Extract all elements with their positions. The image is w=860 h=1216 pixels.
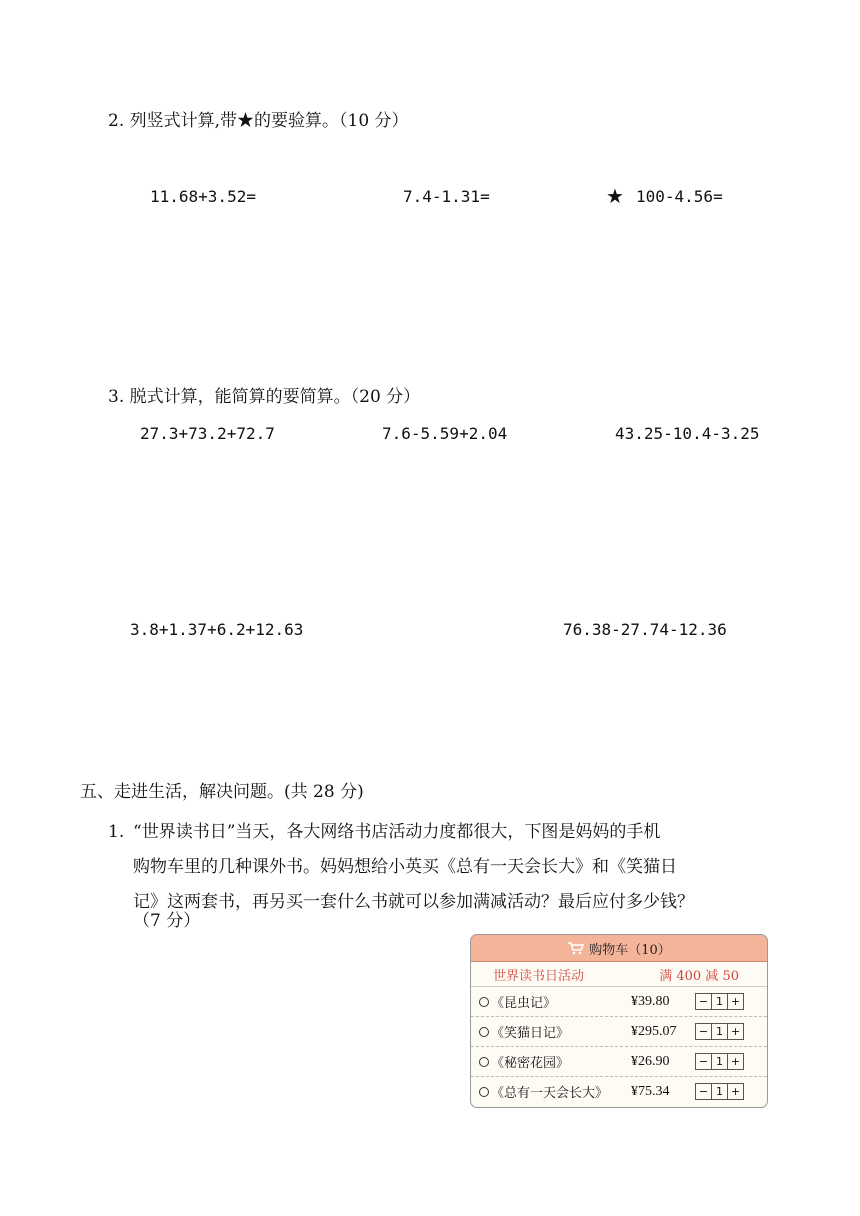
q1-number: 1.	[108, 822, 125, 842]
book-price: ¥295.07	[631, 1023, 677, 1039]
cart-item	[471, 1047, 767, 1077]
cart-item	[471, 1017, 767, 1047]
q3-item-3: 43.25-10.4-3.25	[615, 424, 760, 443]
cart-icon	[567, 941, 585, 955]
book-name: 《昆虫记》	[491, 996, 557, 1011]
section5-heading: 五、走进生活，解决问题。(共 28 分)	[80, 782, 364, 802]
radio-icon	[479, 1057, 489, 1067]
shopping-cart-figure	[470, 934, 768, 1108]
radio-icon	[479, 997, 489, 1007]
cart-title: 购物车（10）	[589, 942, 671, 958]
q1-line-1: “世界读书日”当天，各大网络书店活动力度都很大，下图是妈妈的手机	[133, 822, 661, 842]
cart-item	[471, 1077, 767, 1106]
q3-item-4: 3.8+1.37+6.2+12.63	[130, 620, 304, 639]
book-price: ¥75.34	[631, 1083, 670, 1099]
quantity-value: 1	[711, 1084, 727, 1099]
plus-icon: +	[727, 1054, 743, 1069]
promo-name: 世界读书日活动	[493, 968, 585, 984]
quantity-value: 1	[711, 1024, 727, 1039]
q3-item-5: 76.38-27.74-12.36	[563, 620, 727, 639]
q1-score: （7 分）	[133, 911, 201, 931]
quantity-stepper	[695, 1023, 744, 1040]
minus-icon: −	[698, 1025, 709, 1038]
plus-icon: +	[727, 1024, 743, 1039]
q3-item-2: 7.6-5.59+2.04	[382, 424, 508, 443]
cart-header	[471, 935, 767, 962]
minus-icon: −	[698, 995, 709, 1008]
q2-heading: 2. 列竖式计算,带★的要验算。（10 分）	[108, 111, 409, 131]
book-name: 《总有一天会长大》	[491, 1086, 609, 1101]
book-name: 《笑猫日记》	[491, 1026, 570, 1041]
radio-icon	[479, 1027, 489, 1037]
quantity-stepper	[695, 993, 744, 1010]
q2-item-3: 100-4.56=	[636, 187, 723, 206]
plus-icon: +	[727, 1084, 743, 1099]
promo-rule: 满 400 减 50	[659, 968, 739, 984]
q1-line-3: 记》这两套书，再另买一套什么书就可以参加满减活动？最后应付多少钱？	[133, 892, 694, 912]
q3-heading: 3. 脱式计算，能简算的要简算。（20 分）	[108, 387, 421, 407]
quantity-value: 1	[711, 1054, 727, 1069]
promo-bar	[471, 962, 767, 987]
quantity-stepper	[695, 1053, 744, 1070]
q1-line-2: 购物车里的几种课外书。妈妈想给小英买《总有一天会长大》和《笑猫日	[133, 857, 677, 877]
minus-icon: −	[698, 1055, 709, 1068]
book-price: ¥26.90	[631, 1053, 670, 1069]
q2-item-1: 11.68+3.52=	[150, 187, 256, 206]
quantity-value: 1	[711, 994, 727, 1009]
star-icon: ★	[606, 184, 624, 208]
q3-item-1: 27.3+73.2+72.7	[140, 424, 275, 443]
book-name: 《秘密花园》	[491, 1056, 570, 1071]
cart-item	[471, 987, 767, 1017]
q2-item-2: 7.4-1.31=	[403, 187, 490, 206]
book-price: ¥39.80	[631, 993, 670, 1009]
plus-icon: +	[727, 994, 743, 1009]
minus-icon: −	[698, 1085, 709, 1098]
radio-icon	[479, 1087, 489, 1097]
quantity-stepper	[695, 1083, 744, 1100]
